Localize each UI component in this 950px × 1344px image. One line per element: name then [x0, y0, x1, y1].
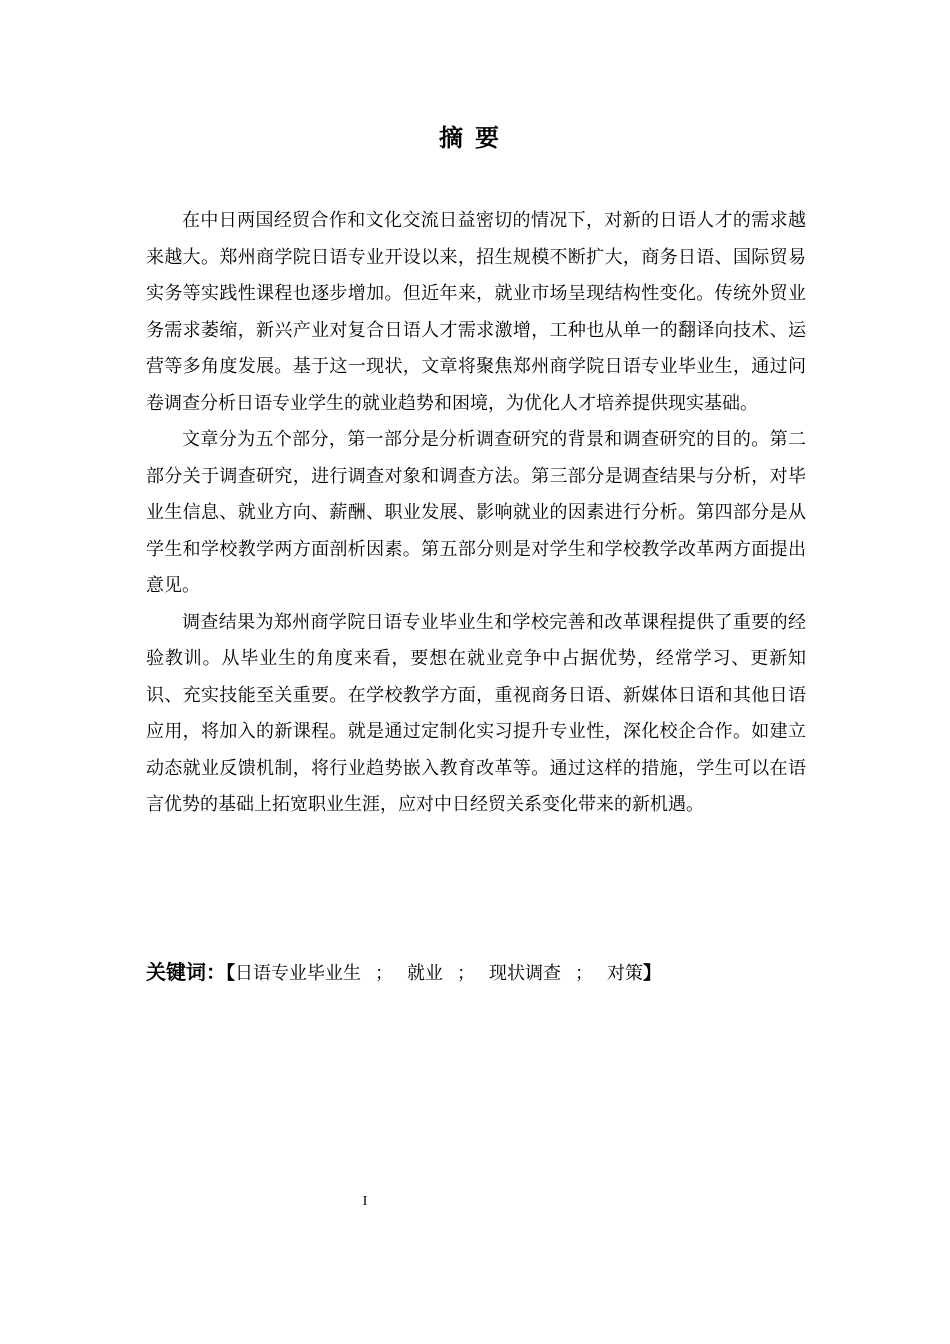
page-number: I [362, 1194, 368, 1209]
keywords-close-bracket: 】 [643, 963, 661, 984]
keyword-separator: ； [575, 963, 593, 984]
keyword-item: 日语专业毕业生 [235, 963, 361, 984]
keyword-item: 就业 [407, 963, 443, 984]
abstract-title: 摘要 [439, 124, 511, 152]
keyword-separator: ； [457, 963, 475, 984]
keywords-line [146, 956, 826, 985]
abstract-paragraph: 文章分为五个部分，第一部分是分析调查研究的背景和调查研究的目的。第二部分关于调查研究，进行调查对象和调查方法。第三部分是调查结果与分析，对毕业生信息、就业方向、薪酬、职业发展、影响就业的因素进行分析。第四部分是从学生和学校教学两方面剖析因素。第五部分则是对学生和学校教学改革两方面提出意见。 [146, 429, 806, 596]
abstract-body [146, 203, 806, 824]
keyword-item: 现状调查 [489, 963, 561, 984]
abstract-paragraph: 在中日两国经贸合作和文化交流日益密切的情况下，对新的日语人才的需求越来越大。郑州商学院日语专业开设以来，招生规模不断扩大，商务日语、国际贸易实务等实践性课程也逐步增加。但近年来，就业市场呈现结构性变化。传统外贸业务需求萎缩，新兴产业对复合日语人才需求激增，工种也从单一的翻译向技术、运营等多角度发展。基于这一现状，文章将聚焦郑州商学院日语专业毕业生，通过问卷调查分析日语专业学生的就业趋势和困境，为优化人才培养提供现实基础。 [146, 210, 806, 414]
keywords-open-bracket: 【 [226, 963, 235, 984]
keywords-label: 关键词： [146, 960, 226, 984]
keyword-separator: ； [375, 963, 393, 984]
abstract-paragraph: 调查结果为郑州商学院日语专业毕业生和学校完善和改革课程提供了重要的经验教训。从毕业生的角度来看，要想在就业竞争中占据优势，经常学习、更新知识、充实技能至关重要。在学校教学方面，重视商务日语、新媒体日语和其他日语应用，将加入的新课程。就是通过定制化实习提升专业性，深化校企合作。如建立动态就业反馈机制，将行业趋势嵌入教育改革等。通过这样的措施，学生可以在语言优势的基础上拓宽职业生涯，应对中日经贸关系变化带来的新机遇。 [146, 611, 806, 815]
keyword-item: 对策 [607, 963, 643, 984]
